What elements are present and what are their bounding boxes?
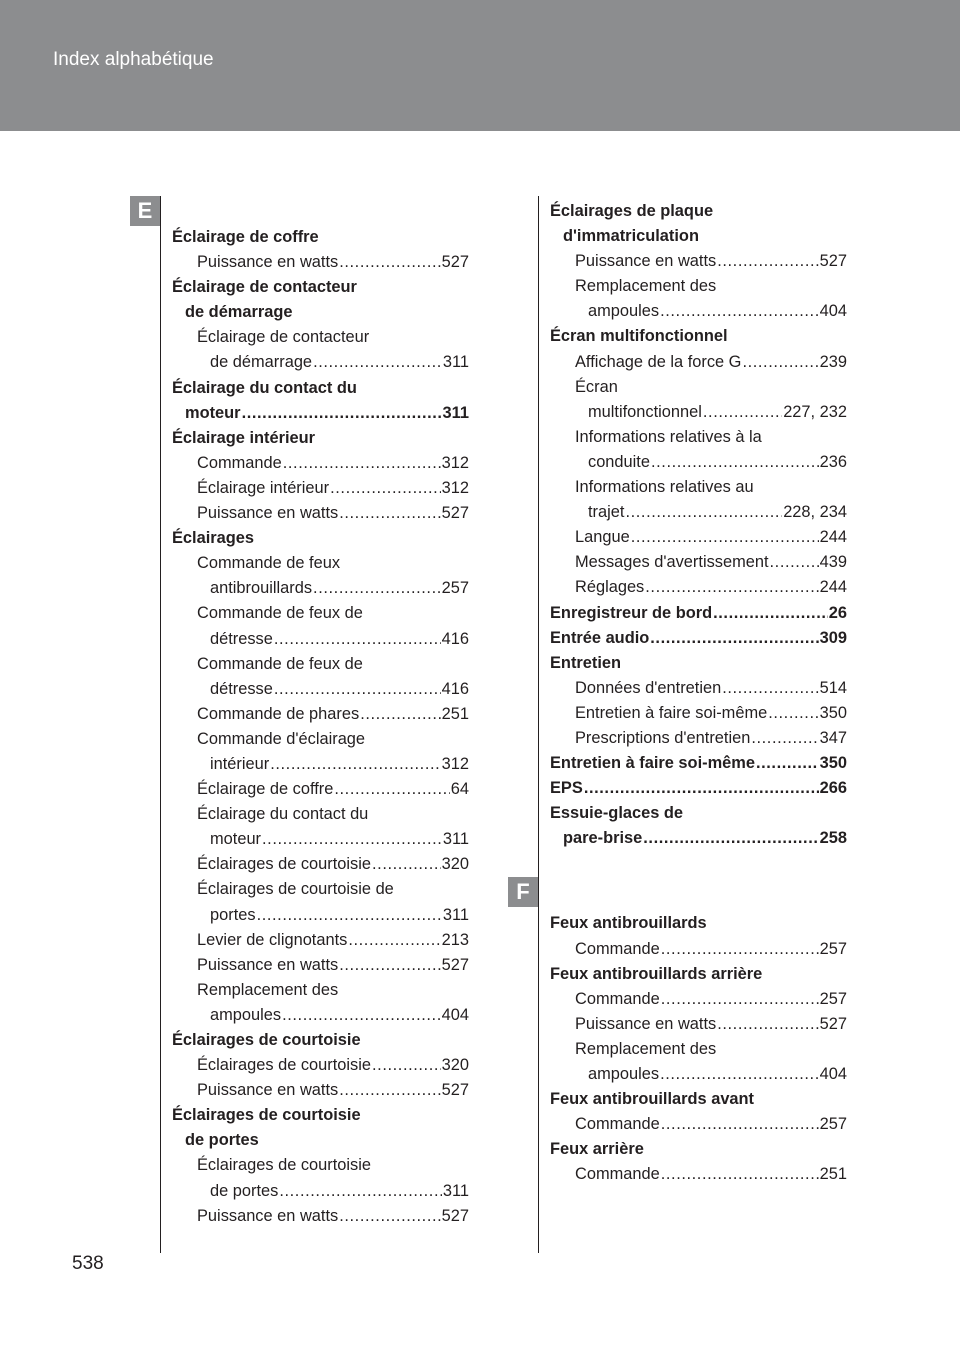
entry-label: de portes: [210, 1181, 279, 1200]
index-heading: [550, 751, 847, 776]
page-reference: 527: [441, 955, 469, 974]
index-entry: Remplacement des: [197, 980, 339, 999]
page-reference: 527: [441, 1206, 469, 1225]
dot-leader: [313, 350, 442, 375]
page-reference: 251: [819, 1165, 847, 1184]
entry-label: Éclairage de coffre: [197, 780, 334, 799]
entry-label: Commande: [575, 989, 660, 1008]
entry-label: intérieur: [210, 754, 270, 773]
page-reference: 227, 232: [783, 402, 847, 421]
dot-leader: [339, 250, 440, 275]
page-reference: 244: [819, 528, 847, 547]
index-entry: d'immatriculation: [563, 227, 699, 246]
dot-leader: [660, 1062, 819, 1087]
entry-label: Prescriptions d'entretien: [575, 728, 751, 747]
entry-label: de démarrage: [210, 353, 313, 372]
dot-leader: [717, 249, 818, 274]
entry-label: Puissance en watts: [575, 1014, 717, 1033]
page-reference: 404: [441, 1005, 469, 1024]
dot-leader: [660, 299, 819, 324]
dot-leader: [661, 1162, 819, 1187]
page-reference: 311: [442, 830, 469, 849]
index-entry: [550, 987, 847, 1012]
dot-leader: [713, 601, 828, 626]
page-reference: 228, 234: [783, 503, 847, 522]
dot-leader: [372, 852, 441, 877]
entry-label: Messages d'avertissement: [575, 553, 769, 572]
entry-label: Commande de phares: [197, 704, 360, 723]
index-entry: [550, 937, 847, 962]
index-entry: Remplacement des: [575, 277, 717, 296]
page-reference: 236: [819, 452, 847, 471]
index-heading: Essuie-glaces de: [550, 804, 684, 823]
dot-leader: [279, 1179, 442, 1204]
dot-leader: [645, 575, 818, 600]
index-entry: [172, 928, 469, 953]
index-entry: [172, 350, 469, 375]
entry-label: détresse: [210, 629, 273, 648]
page-reference: 350: [819, 703, 847, 722]
index-heading: [550, 626, 847, 651]
index-heading: Feux antibrouillards avant: [550, 1090, 755, 1109]
entry-label: multifonctionnel: [588, 402, 702, 421]
page-reference: 251: [441, 704, 469, 723]
entry-label: antibrouillards: [210, 579, 313, 598]
dot-leader: [584, 776, 819, 801]
page-reference: 309: [819, 628, 847, 647]
index-column-right: [550, 199, 847, 1187]
index-entry: [172, 401, 469, 426]
index-heading: Feux arrière: [550, 1140, 644, 1159]
index-entry: Commande de feux de: [197, 654, 363, 673]
page-reference: 514: [819, 678, 847, 697]
entry-label: Entrée audio: [550, 628, 650, 647]
index-entry: [550, 350, 847, 375]
page-reference: 257: [819, 989, 847, 1008]
index-entry: [172, 451, 469, 476]
dot-leader: [372, 1053, 441, 1078]
dot-leader: [770, 550, 819, 575]
index-entry: [172, 852, 469, 877]
page-reference: 416: [441, 679, 469, 698]
entry-label: EPS: [550, 779, 583, 798]
index-entry: Éclairage du contact du: [197, 805, 369, 824]
page-reference: 527: [441, 504, 469, 523]
index-entry: [172, 1179, 469, 1204]
index-entry: [550, 450, 847, 475]
index-entry: Informations relatives à la: [575, 427, 762, 446]
dot-leader: [751, 726, 818, 751]
index-entry: [172, 1204, 469, 1229]
dot-leader: [625, 500, 782, 525]
page-reference: 527: [819, 252, 847, 271]
entry-label: Éclairages de courtoisie: [197, 1056, 372, 1075]
entry-label: Commande: [575, 1165, 660, 1184]
index-column-left: [172, 225, 469, 1229]
entry-label: ampoules: [588, 1065, 660, 1083]
index-entry: [550, 726, 847, 751]
index-entry: [550, 676, 847, 701]
dot-leader: [313, 576, 441, 601]
dot-leader: [257, 903, 442, 928]
entry-label: détresse: [210, 679, 273, 698]
entry-label: Langue: [575, 528, 630, 547]
page-reference: 320: [441, 855, 469, 874]
page-reference: 312: [441, 453, 469, 472]
page-reference: 404: [819, 302, 847, 321]
entry-label: pare-brise: [563, 829, 643, 848]
index-entry: [172, 1078, 469, 1103]
page-reference: 312: [441, 478, 469, 497]
entry-label: Commande: [575, 939, 660, 958]
page-reference: 527: [441, 253, 469, 272]
index-heading: Feux antibrouillards arrière: [550, 964, 763, 983]
index-entry: Commande d'éclairage: [197, 729, 366, 748]
index-section-e-continued: [550, 199, 847, 851]
index-entry: [550, 299, 847, 324]
page-reference: 311: [442, 905, 469, 924]
index-entry: [550, 701, 847, 726]
column-divider-left: [160, 196, 161, 1253]
index-heading: Éclairage de coffre: [172, 228, 319, 246]
entry-label: Puissance en watts: [197, 504, 339, 523]
index-entry: Informations relatives au: [575, 478, 754, 497]
entry-label: ampoules: [210, 1005, 282, 1024]
index-entry: [172, 1053, 469, 1078]
index-heading: Éclairages: [172, 529, 255, 548]
entry-label: Éclairages de courtoisie: [197, 855, 372, 874]
index-entry: de démarrage: [185, 303, 293, 322]
page-reference: 64: [450, 780, 469, 799]
entry-label: Commande: [575, 1115, 660, 1134]
index-heading: Éclairage de contacteur: [172, 278, 357, 297]
index-entry: [172, 702, 469, 727]
page-reference: 311: [442, 403, 469, 422]
entry-label: Affichage de la force G: [575, 352, 742, 371]
entry-label: moteur: [210, 830, 262, 849]
dot-leader: [270, 752, 440, 777]
dot-leader: [631, 525, 819, 550]
entry-label: Entretien à faire soi-même: [575, 703, 768, 722]
entry-label: moteur: [185, 403, 241, 422]
index-entry: Éclairages de courtoisie de: [197, 880, 394, 899]
dot-leader: [330, 476, 441, 501]
index-entry: [550, 575, 847, 600]
dot-leader: [348, 928, 440, 953]
dot-leader: [274, 627, 441, 652]
entry-label: Réglages: [575, 578, 645, 597]
dot-leader: [282, 1003, 441, 1028]
index-entry: Éclairage de contacteur: [197, 328, 370, 347]
index-entry: [550, 500, 847, 525]
dot-leader: [742, 350, 818, 375]
dot-leader: [661, 987, 819, 1012]
index-heading: Entretien: [550, 653, 622, 672]
section-gap: [550, 881, 847, 911]
index-entry: [172, 827, 469, 852]
dot-leader: [768, 701, 818, 726]
dot-leader: [242, 401, 442, 426]
index-entry: [550, 1062, 847, 1087]
dot-leader: [717, 1012, 818, 1037]
dot-leader: [661, 937, 819, 962]
dot-leader: [334, 777, 449, 802]
index-entry: [550, 1012, 847, 1037]
dot-leader: [262, 827, 442, 852]
entry-label: Puissance en watts: [197, 1206, 339, 1225]
index-entry: de portes: [185, 1131, 259, 1150]
index-entry: Commande de feux de: [197, 604, 363, 623]
index-entry: [550, 525, 847, 550]
index-heading: Éclairage intérieur: [172, 428, 316, 447]
entry-label: ampoules: [588, 302, 660, 321]
dot-leader: [651, 450, 819, 475]
entry-label: Commande: [197, 453, 282, 472]
column-divider-middle: [538, 196, 539, 1253]
dot-leader: [339, 1204, 440, 1229]
index-entry: [550, 1162, 847, 1187]
dot-leader: [650, 626, 818, 651]
dot-leader: [339, 501, 440, 526]
page-reference: 350: [819, 754, 847, 773]
index-entry: [172, 627, 469, 652]
index-entry: [172, 576, 469, 601]
index-entry: [172, 777, 469, 802]
index-heading: Feux antibrouillards: [550, 914, 707, 933]
page-reference: 404: [819, 1065, 847, 1083]
dot-leader: [661, 1112, 819, 1137]
page-reference: 258: [819, 829, 847, 848]
page-reference: 239: [819, 352, 847, 371]
page-reference: 439: [819, 553, 847, 572]
dot-leader: [283, 451, 441, 476]
index-entry: [172, 250, 469, 275]
page-reference: 527: [441, 1081, 469, 1100]
page-reference: 416: [441, 629, 469, 648]
index-heading: Éclairages de courtoisie: [172, 1031, 361, 1049]
section-tab-f: F: [508, 877, 538, 907]
index-heading: Éclairages de plaque: [550, 202, 714, 220]
index-entry: Éclairages de courtoisie: [197, 1156, 372, 1175]
index-entry: [172, 903, 469, 928]
entry-label: Puissance en watts: [197, 253, 339, 272]
index-entry: [550, 249, 847, 274]
section-tab-e: E: [130, 196, 160, 226]
dot-leader: [643, 826, 818, 851]
entry-label: Données d'entretien: [575, 678, 722, 697]
entry-label: Enregistreur de bord: [550, 603, 713, 622]
index-section-f: [550, 911, 847, 1187]
entry-label: Puissance en watts: [197, 955, 339, 974]
index-entry: [550, 550, 847, 575]
index-entry: [172, 501, 469, 526]
index-entry: [550, 1112, 847, 1137]
entry-label: Éclairage intérieur: [197, 478, 330, 497]
index-entry: [172, 677, 469, 702]
page-reference: 257: [819, 939, 847, 958]
entry-label: Entretien à faire soi-même: [550, 754, 755, 773]
index-heading: Écran multifonctionnel: [550, 327, 728, 346]
entry-label: conduite: [588, 452, 650, 471]
page-reference: 244: [819, 578, 847, 597]
index-heading: Éclairages de courtoisie: [172, 1106, 361, 1125]
dot-leader: [339, 1078, 440, 1103]
page-reference: 312: [441, 754, 469, 773]
dot-leader: [360, 702, 440, 727]
entry-label: Puissance en watts: [197, 1081, 339, 1100]
page-reference: 527: [819, 1014, 847, 1033]
index-entry: [172, 953, 469, 978]
dot-leader: [274, 677, 441, 702]
index-entry: [172, 476, 469, 501]
index-entry: Remplacement des: [575, 1039, 717, 1058]
index-entry: [172, 752, 469, 777]
entry-label: Puissance en watts: [575, 252, 717, 271]
index-entry: [172, 1003, 469, 1028]
dot-leader: [722, 676, 818, 701]
page-reference: 257: [819, 1115, 847, 1134]
index-heading: Éclairage du contact du: [172, 378, 357, 397]
entry-label: trajet: [588, 503, 625, 522]
index-entry: Écran: [575, 377, 618, 396]
page-reference: 311: [442, 1181, 469, 1200]
section-gap: [550, 851, 847, 881]
page-reference: 26: [828, 603, 847, 622]
index-entry: [550, 826, 847, 851]
dot-leader: [703, 400, 782, 425]
entry-label: Levier de clignotants: [197, 930, 348, 949]
index-entry: Commande de feux: [197, 554, 341, 573]
index-entry: [550, 400, 847, 425]
header-title: Index alphabétique: [53, 49, 214, 70]
index-heading: [550, 601, 847, 626]
dot-leader: [339, 953, 440, 978]
page-reference: 320: [441, 1056, 469, 1075]
page-reference: 347: [819, 728, 847, 747]
dot-leader: [756, 751, 819, 776]
page-number: 538: [72, 1253, 104, 1274]
page-reference: 311: [442, 353, 469, 372]
page-reference: 213: [441, 930, 469, 949]
index-heading: [550, 776, 847, 801]
page-reference: 257: [441, 579, 469, 598]
page-reference: 266: [819, 779, 847, 798]
page-header: [0, 0, 960, 131]
entry-label: portes: [210, 905, 256, 924]
